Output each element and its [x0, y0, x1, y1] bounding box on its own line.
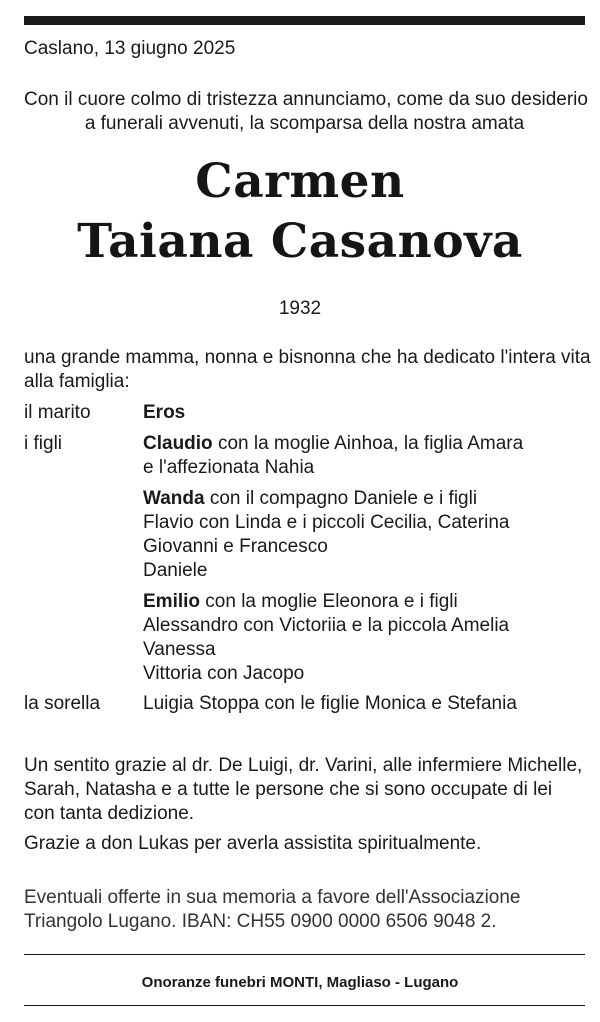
child-2-line-3: Giovanni e Francesco — [143, 536, 328, 557]
donation-line-1: Eventuali offerte in sua memoria a favore dell'Associazione — [24, 887, 521, 908]
thanks-priest: Grazie a don Lukas per averla assistita spiritualmente. — [24, 833, 482, 854]
footer-rule-bottom — [24, 1005, 585, 1006]
funeral-home: Onoranze funebri MONTI, Magliaso - Lugano — [141, 974, 459, 991]
child-2-line-1 — [143, 487, 477, 511]
child-2-name: Wanda — [143, 488, 205, 509]
child-1-line-2: e l'affezionata Nahia — [143, 457, 315, 478]
sister-text: Luigia Stoppa con le figlie Monica e Stefania — [143, 693, 517, 714]
children-label: i figli — [24, 433, 63, 454]
child-3-name: Emilio — [143, 591, 201, 612]
thanks-line-1: Un sentito grazie al dr. De Luigi, dr. Varini, alle infermiere Michelle, — [24, 755, 583, 776]
intro-line-1: Con il cuore colmo di tristezza annunciamo, come da suo desiderio — [24, 89, 588, 110]
place-date: Caslano, 13 giugno 2025 — [24, 38, 236, 59]
child-3-line-4: Vittoria con Jacopo — [143, 663, 305, 684]
sister-label: la sorella — [24, 693, 101, 714]
child-2-line-2: Flavio con Linda e i piccoli Cecilia, Caterina — [143, 512, 510, 533]
child-1-name: Claudio — [143, 433, 213, 454]
child-2-line-4: Daniele — [143, 560, 208, 581]
child-3-text: con la moglie Eleonora e i figli — [200, 591, 458, 612]
top-rule — [24, 16, 585, 25]
dedication-line-2: alla famiglia: — [24, 371, 130, 392]
thanks-line-3: con tanta dedizione. — [24, 803, 195, 824]
footer-rule-top — [24, 954, 585, 955]
child-2-text: con il compagno Daniele e i figli — [204, 488, 478, 509]
husband-name-bold: Eros — [143, 402, 186, 423]
husband-name — [143, 401, 185, 425]
birth-year: 1932 — [278, 298, 322, 319]
deceased-first-name: Carmen — [195, 154, 405, 209]
thanks-line-2: Sarah, Natasha e a tutte le persone che si sono occupate di lei — [24, 779, 553, 800]
child-3-line-3: Vanessa — [143, 639, 216, 660]
intro-line-2: a funerali avvenuti, la scomparsa della nostra amata — [84, 113, 525, 134]
deceased-surname: Taiana Casanova — [77, 214, 523, 269]
child-3-line-2: Alessandro con Victoriia e la piccola Amelia — [143, 615, 510, 636]
child-3-line-1 — [143, 590, 458, 614]
donation-line-2: Triangolo Lugano. IBAN: CH55 0900 0000 6506 9048 2. — [24, 911, 497, 932]
child-1-text: con la moglie Ainhoa, la figlia Amara — [212, 433, 524, 454]
husband-label: il marito — [24, 402, 91, 423]
child-1-line-1 — [143, 432, 523, 456]
dedication-line-1: una grande mamma, nonna e bisnonna che ha dedicato l'intera vita — [24, 347, 591, 368]
